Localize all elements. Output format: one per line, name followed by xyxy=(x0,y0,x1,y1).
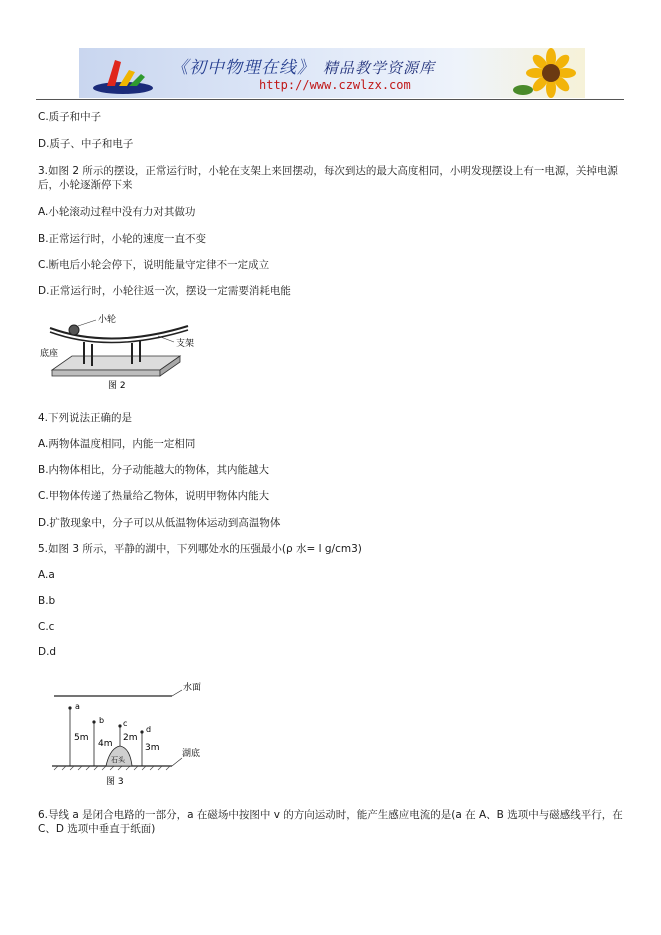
point-b-marker xyxy=(92,720,95,723)
q5-option-c: C.c xyxy=(38,621,55,633)
label-depth-d: 3m xyxy=(145,743,160,753)
q5-option-a: A.a xyxy=(38,569,55,581)
question-4-text: 4.下列说法正确的是 xyxy=(38,412,133,424)
q5-option-d: D.d xyxy=(38,646,57,658)
base-edge xyxy=(52,370,160,376)
bottom-leader-line xyxy=(172,758,182,766)
label-stone: 石头 xyxy=(111,756,125,764)
point-d-marker xyxy=(140,730,143,733)
site-title xyxy=(171,53,435,78)
sunflower-icon xyxy=(513,48,583,98)
q3-option-d: D.正常运行时，小轮往返一次，摆设一定需要消耗电能 xyxy=(38,285,291,297)
question-3-text: 3.如图 2 所示的摆设，正常运行时，小轮在支架上来回摆动，每次到达的最大高度相同，小明发现摆设上有一电源，关掉电源后，小轮逐渐停下来 xyxy=(38,165,618,191)
label-point-b: b xyxy=(99,716,105,725)
label-base: 底座 xyxy=(40,349,59,359)
label-point-d: d xyxy=(146,725,152,734)
site-title-sub: 精品教学资源库 xyxy=(323,59,436,77)
q4-option-d: D.扩散现象中，分子可以从低温物体运动到高温物体 xyxy=(38,517,281,529)
label-water-surface: 水面 xyxy=(183,683,202,693)
label-wheel: 小轮 xyxy=(98,315,117,325)
label-point-a: a xyxy=(75,702,80,711)
header-banner xyxy=(79,48,585,98)
small-wheel xyxy=(69,325,79,335)
label-lake-bottom: 湖底 xyxy=(182,749,201,759)
site-url: http://www.czwlzx.com xyxy=(259,78,411,92)
option-text: C.质子和中子 xyxy=(38,111,102,123)
q4-option-c: C.甲物体传递了热量给乙物体，说明甲物体内能大 xyxy=(38,490,270,502)
site-logo-icon xyxy=(89,52,159,96)
figure-3-lake xyxy=(48,676,218,786)
q4-option-a: A.两物体温度相同，内能一定相同 xyxy=(38,438,196,450)
label-depth-b: 4m xyxy=(98,739,113,749)
option-text: D.质子、中子和电子 xyxy=(38,138,134,150)
figure-2-caption: 图 2 xyxy=(108,381,126,391)
q4-option-b: B.内物体相比，分子动能越大的物体，其内能越大 xyxy=(38,464,270,476)
figure-2-swing-toy xyxy=(40,308,200,393)
question-5-text: 5.如图 3 所示，平静的湖中，下列哪处水的压强最小(ρ 水= l g/cm3) xyxy=(38,543,362,555)
label-depth-a: 5m xyxy=(74,733,89,743)
label-depth-c: 2m xyxy=(123,733,138,743)
q3-option-a: A.小轮滚动过程中没有力对其做功 xyxy=(38,206,196,218)
figure-3-caption: 图 3 xyxy=(106,777,124,786)
label-frame: 支架 xyxy=(176,339,195,349)
q5-option-b: B.b xyxy=(38,595,56,607)
q3-option-b: B.正常运行时，小轮的速度一直不变 xyxy=(38,233,207,245)
frame-leader-line xyxy=(158,336,174,342)
site-title-main: 《初中物理在线》 xyxy=(171,58,315,78)
point-c-marker xyxy=(118,724,121,727)
header-divider xyxy=(36,99,624,100)
q3-option-c: C.断电后小轮会停下，说明能量守定律不一定成立 xyxy=(38,259,270,271)
wheel-leader-line xyxy=(78,320,96,326)
point-a-marker xyxy=(68,706,71,709)
surface-leader-line xyxy=(172,690,182,696)
base-plate xyxy=(52,356,180,370)
label-point-c: c xyxy=(123,719,128,728)
question-6-text: 6.导线 a 是闭合电路的一部分，a 在磁场中按图中 v 的方向运动时，能产生感应电流的是(a 在 A、B 选项中与磁感线平行，在 C、D 选项中垂直于纸面) xyxy=(38,809,623,835)
